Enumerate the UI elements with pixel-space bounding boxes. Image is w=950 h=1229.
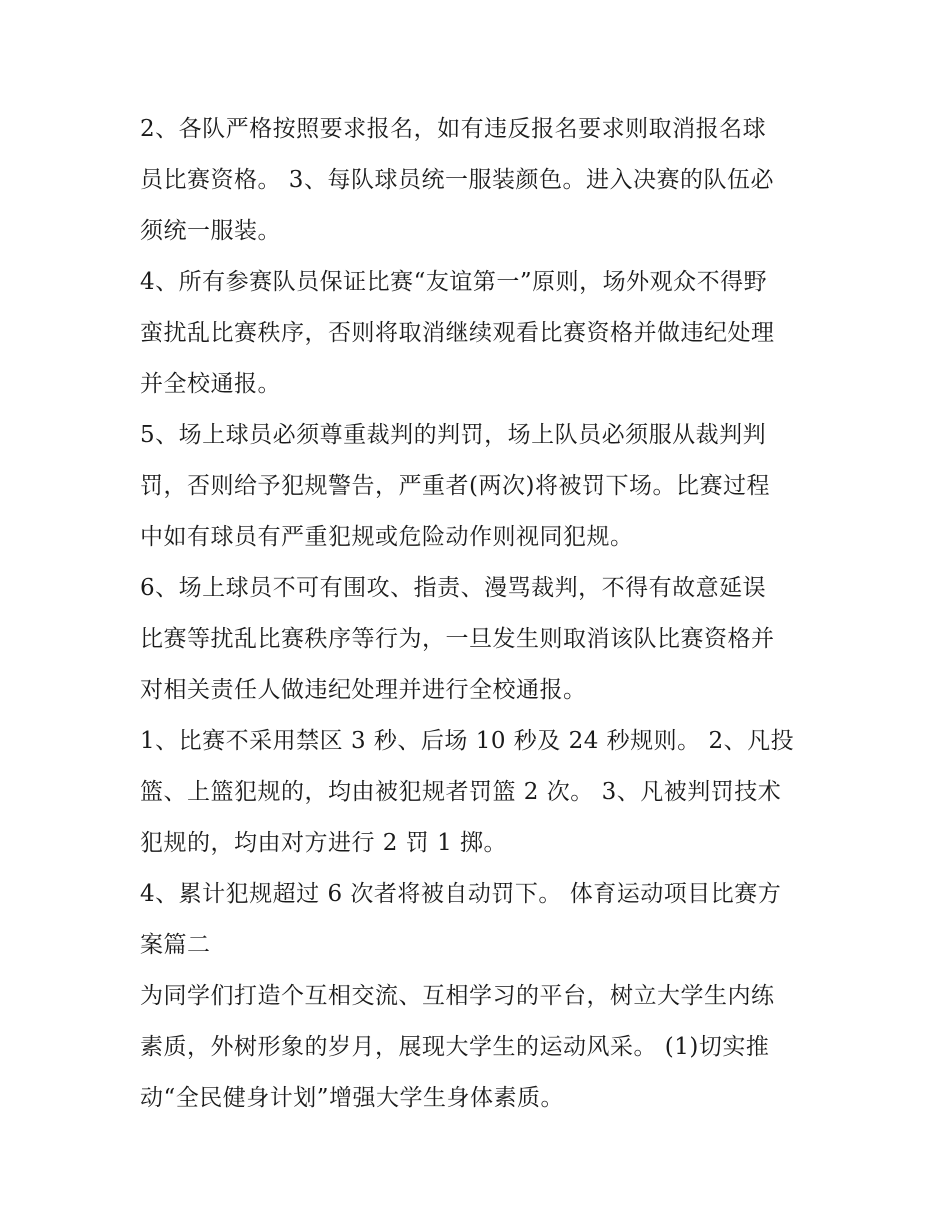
text-line: 犯规的，均由对方进行 2 罚 1 掷。 bbox=[140, 830, 508, 856]
text-line: 素质，外树形象的岁月，展现大学生的运动风采。 (1)切实推 bbox=[140, 1034, 770, 1060]
text-line: 比赛等扰乱比赛秩序等行为，一旦发生则取消该队比赛资格并 bbox=[140, 626, 775, 652]
text-line: 员比赛资格。 3、每队球员统一服装颜色。进入决赛的队伍必 bbox=[140, 167, 774, 193]
text-line: 4、所有参赛队员保证比赛“友谊第一”原则，场外观众不得野 bbox=[140, 269, 768, 295]
text-line: 并全校通报。 bbox=[140, 371, 281, 397]
text-line: 中如有球员有严重犯规或危险动作则视同犯规。 bbox=[140, 524, 634, 550]
text-line: 4、累计犯规超过 6 次者将被自动罚下。 体育运动项目比赛方 bbox=[140, 881, 782, 907]
text-line: 蛮扰乱比赛秩序，否则将取消继续观看比赛资格并做违纪处理 bbox=[140, 320, 775, 346]
text-line: 案篇二 bbox=[140, 932, 211, 958]
text-line: 须统一服装。 bbox=[140, 218, 281, 244]
text-line: 动“全民健身计划”增强大学生身体素质。 bbox=[140, 1085, 565, 1111]
text-line: 篮、上篮犯规的，均由被犯规者罚篮 2 次。 3、凡被判罚技术 bbox=[140, 779, 782, 805]
text-line: 6、场上球员不可有围攻、指责、漫骂裁判，不得有故意延误 bbox=[140, 575, 767, 601]
text-line: 1、比赛不采用禁区 3 秒、后场 10 秒及 24 秒规则。 2、凡投 bbox=[140, 728, 795, 754]
text-line: 对相关责任人做违纪处理并进行全校通报。 bbox=[140, 677, 587, 703]
text-line: 2、各队严格按照要求报名，如有违反报名要求则取消报名球 bbox=[140, 116, 767, 142]
text-line: 罚，否则给予犯规警告，严重者(两次)将被罚下场。比赛过程 bbox=[140, 473, 770, 499]
document-body bbox=[140, 104, 820, 1124]
text-line: 5、场上球员必须尊重裁判的判罚，场上队员必须服从裁判判 bbox=[140, 422, 767, 448]
text-line: 为同学们打造个互相交流、互相学习的平台，树立大学生内练 bbox=[140, 983, 775, 1009]
